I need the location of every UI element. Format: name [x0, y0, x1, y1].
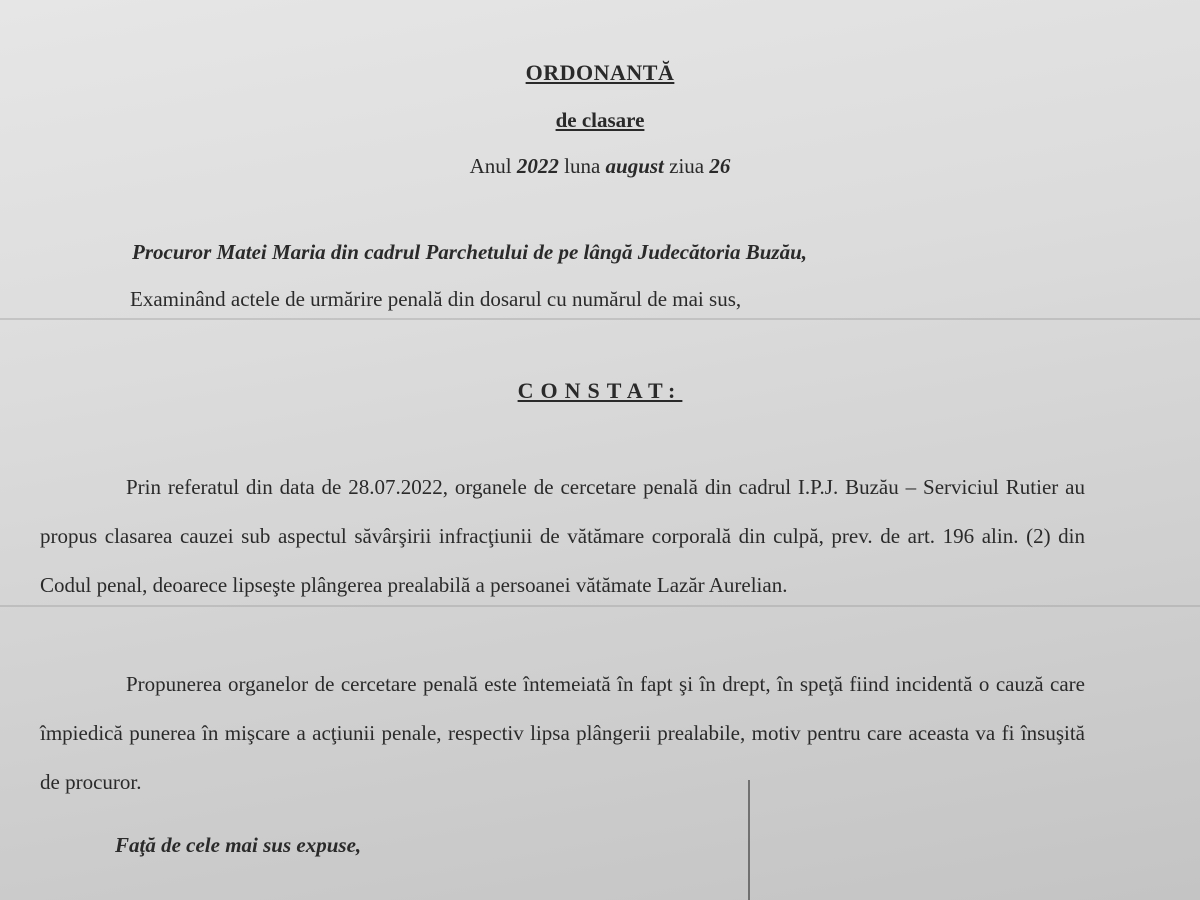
prosecutor-line: Procuror Matei Maria din cadrul Parchetului de pe lângă Judecătoria Buzău,	[132, 240, 807, 264]
document-title: ORDONANTĂ	[525, 60, 675, 85]
date-month-label: luna	[564, 154, 601, 178]
paper-fold-line	[0, 318, 1200, 320]
closing-line: Faţă de cele mai sus expuse,	[115, 833, 362, 857]
document-date	[0, 154, 1200, 179]
paragraph-2: Propunerea organelor de cercetare penală este întemeiată în fapt şi în drept, în speţă fiind incidentă o cauză care împiedică punerea în mişcare a acţiunii penale, respectiv lipsa plângerii prealabile, motiv pentru care aceasta va fi însuşită de procuror.	[40, 672, 1085, 794]
date-day-label: ziua	[669, 154, 705, 178]
date-year: 2022	[516, 154, 559, 178]
section-heading: CONSTAT:	[517, 378, 683, 403]
document-subtitle: de clasare	[555, 108, 645, 132]
date-month: august	[605, 154, 664, 178]
date-prefix: Anul	[469, 154, 512, 178]
date-day: 26	[709, 154, 731, 178]
paragraph-1: Prin referatul din data de 28.07.2022, organele de cercetare penală din cadrul I.P.J. Buzău – Serviciul Rutier au propus clasarea cauzei sub aspectul săvârşirii infracţiunii de vătămare corporală din culpă, prev. de art. 196 alin. (2) din Codul penal, deoarece lipseşte plângerea prealabilă a persoanei vătămate Lazăr Aurelian.	[40, 475, 1085, 597]
examining-line: Examinând actele de urmărire penală din dosarul cu numărul de mai sus,	[130, 287, 742, 311]
